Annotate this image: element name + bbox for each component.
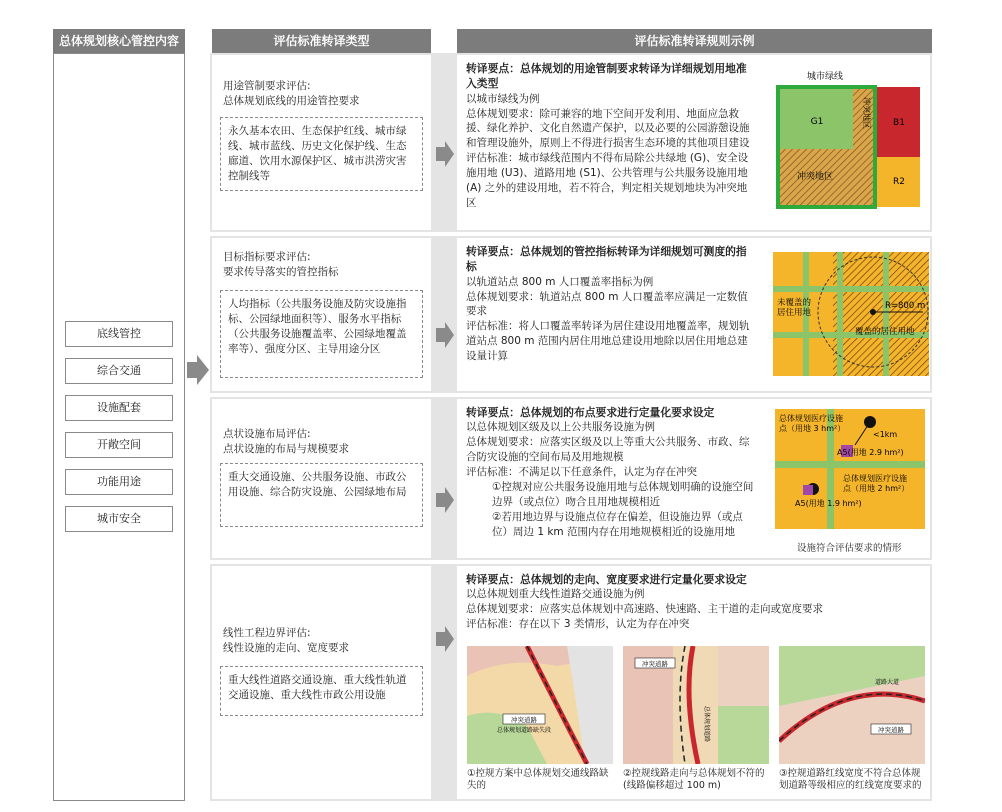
rule-line: 以轨道站点 800 m 人口覆盖率指标为例 [466, 275, 654, 288]
conflict-map-1 [467, 646, 613, 764]
map-caption-1: ①控规方案中总体规划交通线路缺失的 [467, 768, 609, 791]
rule-line: 评估标准：存在以下 3 类情形，认定为存在冲突 [466, 618, 690, 631]
core-item-function: 功能用途 [65, 469, 173, 495]
row-land-use [210, 53, 932, 232]
arrow-icon [436, 141, 454, 167]
label-conflict-vertical: 冲突地区 [862, 97, 871, 129]
map-caption-2: ②控规线路走向与总体规划不符的(线路偏移超过 100 m) [623, 768, 765, 791]
label-conflict: 冲突地区 [796, 172, 834, 182]
core-item-traffic: 综合交通 [65, 358, 173, 384]
map1-label: 冲突道路 [511, 716, 537, 724]
facility-caption: 设施符合评估要求的情形 [797, 543, 902, 554]
label-radius: R=800 m [885, 301, 926, 311]
rule-line: 总体规划要求：应落实总体规划中高速路、快速路、主干道的走向或宽度要求 [466, 603, 823, 616]
map3-sub: 道路大道 [875, 679, 900, 686]
rule-panel [457, 55, 930, 230]
label-b1: B1 [893, 118, 905, 128]
arrow-icon [436, 322, 454, 348]
rule-line: ②若用地边界与设施点位存在偏差，但设施边界（或点位）周边 1 km 范围内存在用地规模相近的设施用地 [492, 510, 743, 538]
svg-text:未覆盖的: 未覆盖的 [777, 298, 812, 308]
eval-title: 用途管制要求评估: 总体规划底线的用途管控要求 [223, 80, 360, 107]
conflict-map-3 [779, 646, 925, 764]
svg-text:居住用地: 居住用地 [777, 308, 812, 318]
rule-line: 总体规划要求：除可兼容的地下空间开发利用、地面应急救援、绿化养护、文化自然遗产保护，以及必要的公园游憩设施和管理设施外，原则上不得进行损害生态环境的其他项目建设 [466, 107, 750, 150]
header-rules: 评估标准转译规则示例 [457, 29, 932, 53]
map-caption-3: ③控规道路红线宽度不符合总体规划道路等级相应的红线宽度要求的 [779, 768, 922, 791]
core-item-safety: 城市安全 [65, 506, 173, 532]
label-g1: G1 [810, 117, 824, 127]
map2-label: 冲突道路 [642, 660, 668, 668]
rule-point: 转译要点：总体规划的走向、宽度要求进行定量化要求设定 [466, 573, 747, 586]
header-core: 总体规划核心管控内容 [53, 29, 185, 53]
eval-box: 永久基本农田、生态保护红线、城市绿线、城市蓝线、历史文化保护线、生态廊道、饮用水源保护区、城市洪涝灾害控制线等 [220, 117, 423, 191]
eval-panel [212, 399, 431, 558]
eval-title: 点状设施布局评估: 点状设施的布局与规模要求 [223, 428, 349, 455]
rule-line: 总体规划要求：应落实区级及以上等重大公共服务、市政、综合防灾设施的空间布局及用地规模 [466, 436, 750, 464]
svg-text:点（用地 3 hm²）: 点（用地 3 hm²） [779, 424, 846, 433]
label-a5b: A5(用地 1.9 hm²) [795, 499, 862, 508]
rule-line: 评估标准：将人口覆盖率转译为居住建设用地覆盖率，规划轨道站点 800 m 范围内居住用地总建设用地除以居住用地总建设量计算 [466, 320, 750, 363]
conflict-map-2 [623, 646, 769, 764]
svg-text:总体规划医疗设施: 总体规划医疗设施 [843, 474, 907, 483]
header-type: 评估标准转译类型 [212, 29, 431, 53]
green-line-figure [775, 67, 923, 217]
map3-label: 冲突道路 [878, 726, 904, 734]
fig-title: 城市绿线 [806, 72, 844, 82]
core-control-column [53, 53, 185, 801]
rule-line: 总体规划要求：轨道站点 800 m 人口覆盖率应满足一定数值要求 [466, 290, 748, 318]
rule-line: 评估标准：不满足以下任意条件，认定为存在冲突 [466, 466, 697, 479]
rule-point: 转译要点：总体规划的布点要求进行定量化要求设定 [466, 406, 715, 419]
eval-box: 重大交通设施、公共服务设施、市政公用设施、综合防灾设施、公园绿地布局 [220, 463, 423, 527]
svg-text:点（用地 2 hm²）: 点（用地 2 hm²） [843, 484, 910, 493]
row-linear [210, 564, 932, 801]
eval-box: 重大线性道路交通设施、重大线性轨道交通设施、重大线性市政公用设施 [220, 666, 423, 716]
big-arrow-icon [187, 355, 209, 385]
label-distance: <1km [873, 430, 898, 439]
row-facility-layout [210, 397, 932, 560]
row-indicator [210, 236, 932, 393]
rule-point: 转译要点：总体规划的用途管制要求转译为详细规划用地准入类型 [466, 62, 747, 91]
eval-panel [212, 566, 431, 799]
map2-sub: 总体规划道路 [703, 706, 710, 743]
eval-box: 人均指标（公共服务设施及防灾设施指标、公园绿地面积等）、服务水平指标（公共服务设施覆盖率、公园绿地覆盖率等）、强度分区、主导用途分区 [220, 290, 423, 378]
arrow-icon [436, 487, 454, 513]
eval-panel [212, 55, 431, 230]
svg-text:总体规划医疗设施: 总体规划医疗设施 [779, 414, 843, 423]
core-item-open-space: 开敞空间 [65, 432, 173, 458]
arrow-icon [436, 626, 454, 652]
label-covered: 覆盖的居住用地 [855, 327, 915, 337]
rule-line: 以总体规划区级及以上公共服务设施为例 [466, 421, 655, 434]
core-item-facility: 设施配套 [65, 395, 173, 421]
label-r2: R2 [893, 177, 905, 187]
eval-panel [212, 238, 431, 391]
rule-line: 评估标准：城市绿线范围内不得布局除公共绿地 (G)、安全设施用地 (U3)、道路用地 (S1)、公共管理与公共服务设施用地 (A) 之外的建设用地，若不符合，判定相关规划地块为冲突地区 [466, 152, 749, 209]
rule-line: 以总体规划重大线性道路交通设施为例 [466, 588, 645, 601]
station-coverage-figure [773, 252, 929, 376]
rule-line: 以城市绿线为例 [466, 92, 540, 105]
rule-panel [457, 238, 930, 391]
facility-figure [775, 409, 925, 529]
rule-panel [457, 399, 930, 558]
rule-line: ①控规对应公共服务设施用地与总体规划明确的设施空间边界（或点位）吻合且用地规模相近 [492, 480, 754, 508]
eval-title: 目标指标要求评估: 要求传导落实的管控指标 [223, 251, 339, 278]
rule-point: 转译要点：总体规划的管控指标转译为详细规划可测度的指标 [466, 245, 747, 274]
map1-sub: 总体规划道路缺失段 [497, 727, 552, 734]
eval-title: 线性工程边界评估: 线性设施的走向、宽度要求 [223, 627, 349, 654]
label-a5a: A5(用地 2.9 hm²) [837, 448, 904, 457]
core-item-bottom-line: 底线管控 [65, 321, 173, 347]
rule-panel [457, 566, 930, 799]
